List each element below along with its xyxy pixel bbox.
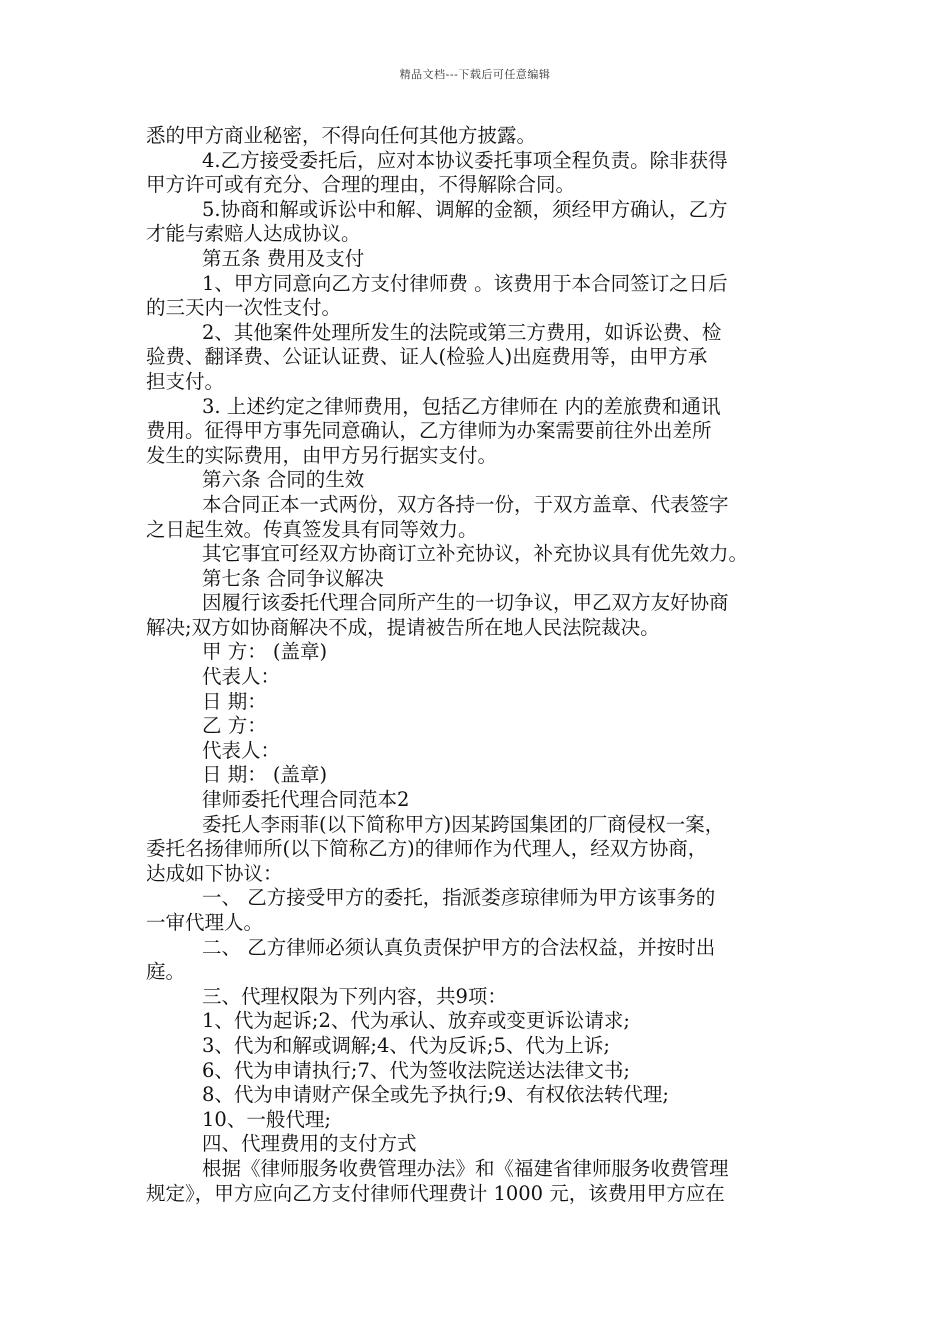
- text-line: 根据《律师服务收费管理办法》和《福建省律师服务收费管理: [202, 1156, 729, 1180]
- text-line: 四、代理费用的支付方式: [202, 1132, 417, 1156]
- text-line: 庭。: [146, 960, 186, 984]
- text-line: 规定》，甲方应向乙方支付律师代理费计 1000 元，该费用甲方应在: [146, 1181, 725, 1205]
- text-line: 悉的甲方商业秘密，不得向任何其他方披露。: [146, 124, 537, 147]
- text-line: 之日起生效。传真签发具有同等效力。: [146, 517, 478, 541]
- text-line: 甲方许可或有充分、合理的理由，不得解除合同。: [146, 173, 576, 197]
- text-line: 的三天内一次性支付。: [146, 296, 342, 320]
- text-line: 委托人李雨菲(以下简称甲方)因某跨国集团的厂商侵权一案，: [202, 812, 725, 836]
- text-line: 代表人：: [202, 665, 281, 689]
- text-line: 三、代理权限为下列内容，共9项：: [202, 984, 507, 1008]
- text-line: 一审代理人。: [146, 911, 264, 934]
- text-line: 日 期：: [202, 689, 267, 713]
- text-line: 才能与索赔人达成协议。: [146, 222, 361, 246]
- text-line: 其它事宜可经双方协商订立补充协议，补充协议具有优先效力。: [202, 542, 749, 566]
- text-line: 第六条 合同的生效: [202, 468, 365, 492]
- text-line: 验费、翻译费、公证认证费、证人(检验人)出庭费用等，由甲方承: [146, 345, 708, 369]
- text-line: 10、一般代理;: [202, 1107, 331, 1131]
- text-line: 第五条 费用及支付: [202, 246, 365, 270]
- text-line: 3、代为和解或调解;4、代为反诉;5、代为上诉;: [202, 1033, 610, 1057]
- text-line: 费用。征得甲方事先同意确认，乙方律师为办案需要前往外出差所: [146, 419, 712, 443]
- text-line: 乙 方：: [202, 714, 267, 738]
- text-line: 本合同正本一式两份，双方各持一份，于双方盖章、代表签字: [202, 492, 729, 516]
- text-line: 2、其他案件处理所发生的法院或第三方费用，如诉讼费、检: [202, 320, 722, 344]
- text-line: 6、代为申请执行;7、代为签收法院送达法律文书;: [202, 1058, 630, 1082]
- text-line: 代表人：: [202, 738, 281, 762]
- text-line: 甲 方： (盖章): [202, 640, 328, 664]
- page-header: 精品文档---下载后可任意编辑: [399, 68, 551, 81]
- document-body: [146, 124, 808, 1206]
- text-line: 4.乙方接受委托后，应对本协议委托事项全程负责。除非获得: [202, 148, 728, 172]
- text-line: 担支付。: [146, 369, 225, 393]
- text-line: 发生的实际费用，由甲方另行据实支付。: [146, 443, 498, 467]
- text-line: 达成如下协议：: [146, 861, 283, 885]
- text-line: 二、 乙方律师必须认真负责保护甲方的合法权益，并按时出: [202, 935, 716, 959]
- text-line: 1、代为起诉;2、代为承认、放弃或变更诉讼请求;: [202, 1009, 630, 1033]
- text-line: 第七条 合同争议解决: [202, 566, 384, 590]
- text-line: 3. 上述约定之律师费用，包括乙方律师在 内的差旅费和通讯: [202, 394, 721, 418]
- text-line: 日 期： (盖章): [202, 763, 328, 787]
- text-line: 律师委托代理合同范本2: [202, 788, 410, 812]
- text-line: 委托名扬律师所(以下简称乙方)的律师作为代理人，经双方协商，: [146, 837, 708, 861]
- text-line: 1、甲方同意向乙方支付律师费 。该费用于本合同签订之日后: [202, 271, 728, 295]
- text-line: 一、 乙方接受甲方的委托，指派娄彦琼律师为甲方该事务的: [202, 886, 716, 910]
- text-line: 解决;双方如协商解决不成，提请被告所在地人民法院裁决。: [146, 615, 660, 639]
- text-line: 因履行该委托代理合同所产生的一切争议，甲乙双方友好协商: [202, 591, 729, 615]
- text-line: 5.协商和解或诉讼中和解、调解的金额，须经甲方确认，乙方: [202, 197, 728, 221]
- text-line: 8、代为申请财产保全或先予执行;9、有权依法转代理;: [202, 1083, 669, 1107]
